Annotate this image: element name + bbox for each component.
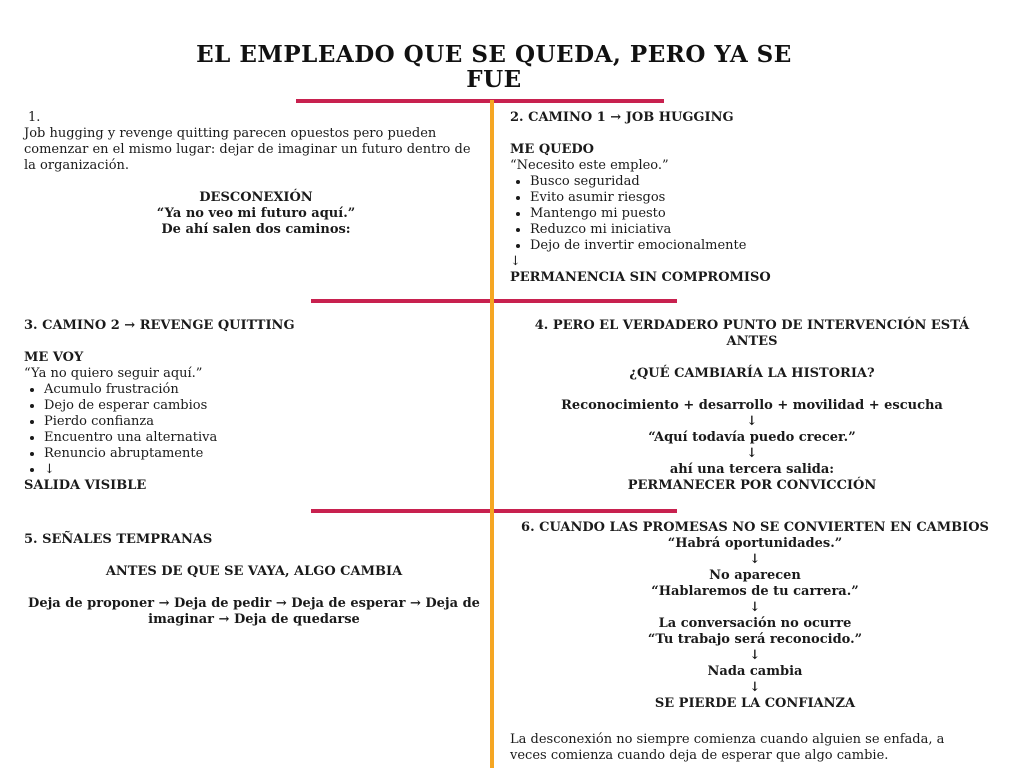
lower-divider <box>311 509 677 513</box>
arrow-down-icon: ↓ <box>510 254 521 269</box>
section-6-heading: 6. CUANDO LAS PROMESAS NO SE CONVIERTEN EN CAMBIOS <box>521 520 989 535</box>
section-2-subheading: ME QUEDO <box>510 142 594 157</box>
arrow-down-icon: ↓ <box>746 446 758 461</box>
section-6-final: SE PIERDE LA CONFIANZA <box>654 696 856 711</box>
section-1-footer: De ahí salen dos caminos: <box>161 222 351 237</box>
section-1-number: 1. <box>28 110 41 125</box>
section-4-question: ¿QUÉ CAMBIARÍA LA HISTORIA? <box>629 366 875 381</box>
section-5-heading: 5. SEÑALES TEMPRANAS <box>24 532 213 547</box>
list-item: • Reduzco mi iniciativa <box>530 222 990 238</box>
page-title: EL EMPLEADO QUE SE QUEDA, PERO YA SE FUE <box>196 41 792 93</box>
section-3 <box>24 318 484 494</box>
section-6-quote: “Hablaremos de tu carrera.” <box>651 584 859 599</box>
arrow-down-icon: ↓ <box>749 648 761 663</box>
arrow-down-icon: ↓ <box>749 600 761 615</box>
section-4 <box>510 318 994 494</box>
list-item: • Encuentro una alternativa <box>44 430 484 446</box>
list-item: • Renuncio abruptamente <box>44 446 484 462</box>
section-1 <box>24 110 484 238</box>
list-item: • Acumulo frustración <box>44 382 484 398</box>
section-6-quote: “Tu trabajo será reconocido.” <box>647 632 863 647</box>
section-5-chain: Deja de proponer → Deja de pedir → Deja de esperar → Deja de imaginar → Deja de quedarse <box>28 596 480 627</box>
section-6-quote: “Habrá oportunidades.” <box>667 536 843 551</box>
section-2 <box>510 110 990 286</box>
middle-divider <box>311 299 677 303</box>
section-6 <box>510 520 1000 764</box>
list-item: • Dejo de esperar cambios <box>44 398 484 414</box>
arrow-down-icon: ↓ <box>749 680 761 695</box>
arrow-down-icon: ↓ <box>749 552 761 567</box>
section-3-subheading: ME VOY <box>24 350 84 365</box>
section-6-result: Nada cambia <box>707 664 803 679</box>
list-item: • Evito asumir riesgos <box>530 190 990 206</box>
section-3-list <box>24 382 484 478</box>
section-3-heading: 3. CAMINO 2 → REVENGE QUITTING <box>24 318 295 333</box>
section-3-result: SALIDA VISIBLE <box>24 478 147 493</box>
list-item: • Busco seguridad <box>530 174 990 190</box>
section-4-conclusion: PERMANECER POR CONVICCIÓN <box>627 478 877 493</box>
section-4-third-exit: ahí una tercera salida: <box>669 462 835 477</box>
section-5-subheading: ANTES DE QUE SE VAYA, ALGO CAMBIA <box>105 564 403 579</box>
section-4-heading: 4. PERO EL VERDADERO PUNTO DE INTERVENCIÓN ESTÁ ANTES <box>534 318 970 349</box>
arrow-down-icon: ↓ <box>746 414 758 429</box>
section-3-quote: “Ya no quiero seguir aquí.” <box>24 366 203 381</box>
section-2-quote: “Necesito este empleo.” <box>510 158 669 173</box>
section-6-footer: La desconexión no siempre comienza cuando alguien se enfada, a veces comienza cuando deja de esperar que algo cambie. <box>510 732 945 763</box>
section-2-result: PERMANENCIA SIN COMPROMISO <box>510 270 771 285</box>
list-item: • Pierdo confianza <box>44 414 484 430</box>
list-item: • Mantengo mi puesto <box>530 206 990 222</box>
top-divider <box>296 99 664 103</box>
section-5 <box>24 532 484 628</box>
section-4-quote: “Aquí todavía puedo crecer.” <box>648 430 856 445</box>
section-6-result: No aparecen <box>709 568 801 583</box>
section-1-quote: “Ya no veo mi futuro aquí.” <box>156 206 356 221</box>
section-6-result: La conversación no ocurre <box>658 616 852 631</box>
section-1-heading: DESCONEXIÓN <box>199 190 313 205</box>
section-2-heading: 2. CAMINO 1 → JOB HUGGING <box>510 110 734 125</box>
vertical-divider <box>490 100 494 768</box>
section-2-list <box>510 174 990 254</box>
list-item: • ↓ <box>44 462 484 478</box>
list-item: • Dejo de invertir emocionalmente <box>530 238 990 254</box>
section-4-factors: Reconocimiento + desarrollo + movilidad + escucha <box>561 398 943 413</box>
section-1-text: Job hugging y revenge quitting parecen opuestos pero pueden comenzar en el mismo lugar: dejar de imaginar un futuro dentro de la organización. <box>24 126 471 173</box>
